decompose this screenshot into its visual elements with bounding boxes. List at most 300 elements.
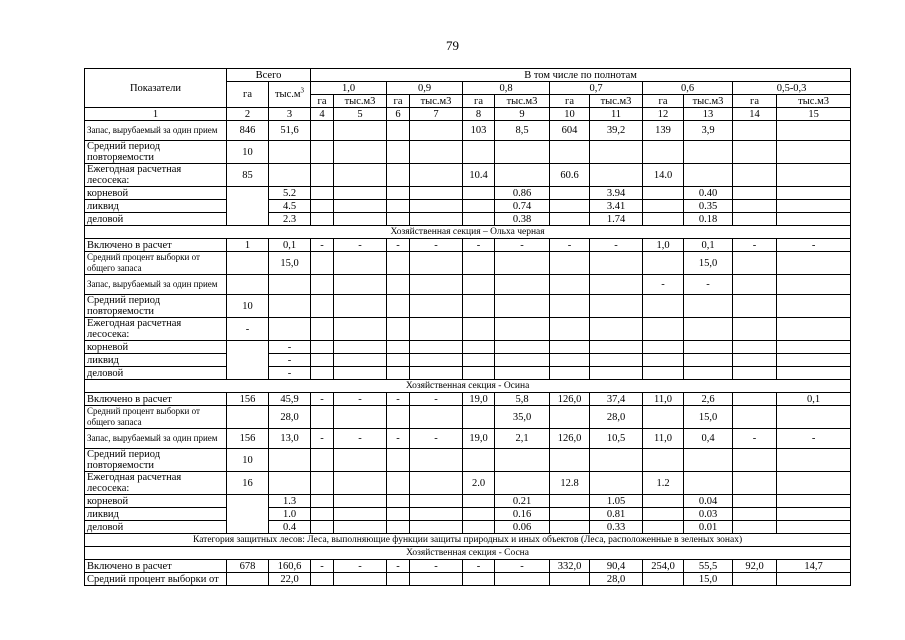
table-cell: [410, 275, 463, 295]
table-cell: -: [334, 393, 387, 406]
table-cell: [387, 275, 410, 295]
table-cell: [311, 187, 334, 200]
table-cell: [227, 406, 269, 429]
table-cell: [311, 573, 334, 586]
table-cell: -: [777, 239, 851, 252]
row-label: Средний период повторяемости: [85, 295, 227, 318]
table-cell: 3,9: [684, 121, 733, 141]
table-cell: [463, 187, 495, 200]
table-cell: 4.5: [269, 200, 311, 213]
table-cell: 51,6: [269, 121, 311, 141]
row-label: Включено в расчет: [85, 393, 227, 406]
table-cell: [311, 121, 334, 141]
table-cell: [495, 141, 550, 164]
table-cell: [311, 341, 334, 354]
table-cell: [311, 295, 334, 318]
table-cell: [387, 295, 410, 318]
table-cell: [733, 275, 777, 295]
table-cell: [387, 141, 410, 164]
section-row: [85, 380, 851, 393]
table-row: [85, 141, 851, 164]
table-cell: 10: [227, 295, 269, 318]
header-density: 0,8: [463, 82, 550, 95]
table-cell: [777, 508, 851, 521]
table-cell: [269, 164, 311, 187]
table-cell: [410, 141, 463, 164]
table-cell: [684, 354, 733, 367]
header-tm3: тыс.м3: [410, 95, 463, 108]
table-cell: [777, 141, 851, 164]
table-cell: 11,0: [643, 429, 684, 449]
table-cell: [733, 449, 777, 472]
table-cell: [777, 573, 851, 586]
section-title: Хозяйственная секция - Осина: [85, 380, 851, 393]
table-cell: 15,0: [684, 252, 733, 275]
table-row: [85, 521, 851, 534]
table-cell: [334, 341, 387, 354]
table-cell: [550, 495, 590, 508]
table-cell: -: [334, 429, 387, 449]
table-cell: [311, 449, 334, 472]
table-cell: [410, 295, 463, 318]
table-cell: 0.81: [590, 508, 643, 521]
row-label: Средний процент выборки от общего запаса: [85, 252, 227, 275]
table-cell: 126,0: [550, 429, 590, 449]
table-cell: [463, 495, 495, 508]
table-cell: [733, 472, 777, 495]
table-cell: [733, 252, 777, 275]
table-cell: -: [495, 560, 550, 573]
table-cell: 15,0: [684, 573, 733, 586]
table-cell: 3.94: [590, 187, 643, 200]
table-cell: [334, 295, 387, 318]
table-cell: [334, 213, 387, 226]
table-cell: [590, 341, 643, 354]
table-cell: [269, 275, 311, 295]
row-label: Ежегодная расчетная лесосека:: [85, 164, 227, 187]
table-cell: 16: [227, 472, 269, 495]
table-cell: [590, 141, 643, 164]
table-cell: 846: [227, 121, 269, 141]
table-cell: [269, 141, 311, 164]
column-number: 13: [684, 108, 733, 121]
header-ha: га: [387, 95, 410, 108]
header-density: 0,6: [643, 82, 733, 95]
table-cell: 0.40: [684, 187, 733, 200]
table-row: [85, 573, 851, 586]
table-cell: [334, 121, 387, 141]
table-cell: [777, 341, 851, 354]
table-cell: 1,0: [643, 239, 684, 252]
table-cell: [311, 472, 334, 495]
table-cell: [334, 508, 387, 521]
table-cell: -: [410, 239, 463, 252]
table-cell: 10,5: [590, 429, 643, 449]
table-cell: [387, 187, 410, 200]
table-cell: 678: [227, 560, 269, 573]
table-cell: [311, 406, 334, 429]
row-label: Включено в расчет: [85, 560, 227, 573]
table-cell: [387, 213, 410, 226]
table-row: [85, 560, 851, 573]
table-cell: [334, 187, 387, 200]
table-cell: [590, 449, 643, 472]
row-label: Средний период повторяемости: [85, 449, 227, 472]
table-cell: 0.03: [684, 508, 733, 521]
table-cell: -: [684, 275, 733, 295]
table-cell: [334, 318, 387, 341]
table-cell: [410, 200, 463, 213]
table-cell: [410, 573, 463, 586]
table-cell: [777, 295, 851, 318]
table-cell: [643, 449, 684, 472]
header-density: 0,9: [387, 82, 463, 95]
row-label: корневой: [85, 495, 227, 508]
table-cell: 0.33: [590, 521, 643, 534]
table-cell: [463, 341, 495, 354]
column-number: 6: [387, 108, 410, 121]
table-cell: [733, 354, 777, 367]
table-cell: [311, 200, 334, 213]
table-row: [85, 341, 851, 354]
table-cell: [410, 521, 463, 534]
table-cell: [410, 318, 463, 341]
table-cell: 0,1: [777, 393, 851, 406]
table-cell: [463, 213, 495, 226]
table-cell: [334, 200, 387, 213]
table-cell: 90,4: [590, 560, 643, 573]
header-row: [85, 69, 851, 82]
row-label: Средний процент выборки от: [85, 573, 227, 586]
table-cell: [387, 354, 410, 367]
table-cell: [410, 252, 463, 275]
table-cell: [550, 341, 590, 354]
table-cell: [463, 252, 495, 275]
table-row: [85, 495, 851, 508]
table-cell: [410, 354, 463, 367]
table-cell: 604: [550, 121, 590, 141]
table-cell: -: [269, 367, 311, 380]
table-cell: [733, 200, 777, 213]
table-cell: 156: [227, 393, 269, 406]
table-cell: -: [777, 429, 851, 449]
table-cell: [643, 341, 684, 354]
table-cell: [643, 495, 684, 508]
table-cell: [550, 275, 590, 295]
table-cell: [777, 200, 851, 213]
table-cell: 160,6: [269, 560, 311, 573]
table-cell: [410, 121, 463, 141]
table-cell: -: [410, 393, 463, 406]
column-number: 5: [334, 108, 387, 121]
table-cell: -: [463, 560, 495, 573]
section-row: [85, 547, 851, 560]
table-cell: [334, 449, 387, 472]
header-total: Всего: [227, 69, 311, 82]
table-cell: -: [733, 429, 777, 449]
table-cell: [590, 472, 643, 495]
table-cell: 12.8: [550, 472, 590, 495]
table-cell: -: [733, 239, 777, 252]
table-cell: 28,0: [269, 406, 311, 429]
header-density: 0,7: [550, 82, 643, 95]
table-cell: [463, 406, 495, 429]
section-row: [85, 534, 851, 547]
table-cell: [387, 367, 410, 380]
table-cell: [684, 141, 733, 164]
table-cell: [410, 472, 463, 495]
table-cell: [550, 213, 590, 226]
table-row: [85, 164, 851, 187]
table-cell: [410, 187, 463, 200]
section-title: Хозяйственная секция – Ольха черная: [85, 226, 851, 239]
table-cell: [311, 275, 334, 295]
table-cell: 10: [227, 449, 269, 472]
table-cell: [733, 121, 777, 141]
table-cell: 15,0: [684, 406, 733, 429]
table-cell: [495, 252, 550, 275]
table-cell: [387, 472, 410, 495]
table-cell: [733, 213, 777, 226]
table-cell: [777, 472, 851, 495]
table-cell: [410, 341, 463, 354]
table-cell: 28,0: [590, 406, 643, 429]
section-row: [85, 226, 851, 239]
table-cell: [684, 295, 733, 318]
table-cell: [590, 252, 643, 275]
table-cell: [495, 341, 550, 354]
page-number: 79: [446, 38, 459, 53]
column-number: 7: [410, 108, 463, 121]
table-cell: [777, 318, 851, 341]
table-cell: [495, 354, 550, 367]
table-cell: [387, 495, 410, 508]
table-cell: [227, 252, 269, 275]
table-cell: [269, 295, 311, 318]
table-cell: [463, 200, 495, 213]
table-cell: [643, 200, 684, 213]
table-cell: [495, 164, 550, 187]
table-cell: [733, 367, 777, 380]
table-row: [85, 295, 851, 318]
table-cell: 55,5: [684, 560, 733, 573]
table-cell: [495, 472, 550, 495]
table-cell: [311, 141, 334, 164]
table-cell: 1.3: [269, 495, 311, 508]
table-cell: 332,0: [550, 560, 590, 573]
table-cell: [334, 354, 387, 367]
table-cell: [334, 164, 387, 187]
header-including: В том числе по полнотам: [311, 69, 851, 82]
table-cell: [387, 341, 410, 354]
table-row: [85, 429, 851, 449]
header-ha: га: [643, 95, 684, 108]
table-cell: [590, 318, 643, 341]
table-cell: [334, 141, 387, 164]
section-title: Категория защитных лесов: Леса, выполняющие функции защиты природных и иных объектов (Леса, расположенные в зеленых зонах): [85, 534, 851, 547]
table-cell: 5,8: [495, 393, 550, 406]
table-cell: 1.74: [590, 213, 643, 226]
table-cell: 2.3: [269, 213, 311, 226]
table-row: [85, 508, 851, 521]
table-cell: 2,6: [684, 393, 733, 406]
merged-cell: [227, 341, 269, 380]
table-cell: -: [334, 560, 387, 573]
table-cell: [410, 508, 463, 521]
row-label: деловой: [85, 367, 227, 380]
table-cell: [311, 252, 334, 275]
row-label: Запас, вырубаемый за один прием: [85, 121, 227, 141]
table-cell: 1.2: [643, 472, 684, 495]
table-cell: [777, 367, 851, 380]
table-cell: [777, 406, 851, 429]
table-cell: -: [387, 560, 410, 573]
table-cell: [495, 449, 550, 472]
table-cell: [590, 367, 643, 380]
table-cell: [590, 295, 643, 318]
table-cell: [410, 495, 463, 508]
table-cell: [777, 354, 851, 367]
row-label: корневой: [85, 187, 227, 200]
header-tm3: тыс.м3: [777, 95, 851, 108]
table-cell: [684, 449, 733, 472]
table-cell: [643, 187, 684, 200]
table-cell: [550, 406, 590, 429]
column-numbers-row: [85, 108, 851, 121]
table-cell: [463, 275, 495, 295]
row-label: ликвид: [85, 508, 227, 521]
table-cell: [550, 200, 590, 213]
table-cell: -: [269, 354, 311, 367]
table-cell: -: [311, 429, 334, 449]
table-row: [85, 200, 851, 213]
header-ha: га: [550, 95, 590, 108]
table-cell: [463, 295, 495, 318]
table-cell: [550, 252, 590, 275]
table-row: [85, 275, 851, 295]
table-cell: [643, 521, 684, 534]
table-cell: [410, 213, 463, 226]
table-cell: 0.86: [495, 187, 550, 200]
table-row: [85, 406, 851, 429]
table-cell: [777, 187, 851, 200]
table-cell: 0.06: [495, 521, 550, 534]
table-cell: [777, 252, 851, 275]
table-cell: [463, 521, 495, 534]
table-cell: 0.18: [684, 213, 733, 226]
table-cell: 0.74: [495, 200, 550, 213]
table-cell: [777, 164, 851, 187]
table-cell: 13,0: [269, 429, 311, 449]
table-cell: 139: [643, 121, 684, 141]
table-cell: [684, 472, 733, 495]
table-cell: [550, 449, 590, 472]
table-cell: [733, 341, 777, 354]
table-cell: [227, 573, 269, 586]
table-cell: [410, 406, 463, 429]
table-cell: 0.21: [495, 495, 550, 508]
table-cell: 103: [463, 121, 495, 141]
table-cell: [733, 393, 777, 406]
row-label: Средний процент выборки от общего запаса: [85, 406, 227, 429]
table-cell: [463, 508, 495, 521]
table-row: [85, 367, 851, 380]
table-cell: [590, 164, 643, 187]
table-cell: -: [269, 341, 311, 354]
table-cell: [463, 318, 495, 341]
table-cell: [733, 164, 777, 187]
row-label: Ежегодная расчетная лесосека:: [85, 318, 227, 341]
column-number: 4: [311, 108, 334, 121]
table-row: [85, 472, 851, 495]
table-cell: 10: [227, 141, 269, 164]
table-cell: [643, 252, 684, 275]
table-row: [85, 354, 851, 367]
table-cell: [463, 573, 495, 586]
table-cell: 15,0: [269, 252, 311, 275]
table-cell: [311, 318, 334, 341]
table-cell: [643, 213, 684, 226]
table-cell: [334, 573, 387, 586]
table-cell: [733, 318, 777, 341]
column-number: 3: [269, 108, 311, 121]
header-ha: га: [463, 95, 495, 108]
column-number: 8: [463, 108, 495, 121]
header-ha: га: [311, 95, 334, 108]
table-cell: -: [387, 239, 410, 252]
unit-superscript: 3: [300, 86, 305, 95]
table-cell: [733, 508, 777, 521]
column-number: 1: [85, 108, 227, 121]
table-cell: [387, 573, 410, 586]
table-cell: -: [590, 239, 643, 252]
column-number: 9: [495, 108, 550, 121]
row-label: Включено в расчет: [85, 239, 227, 252]
table-cell: [387, 508, 410, 521]
table-cell: 0,1: [684, 239, 733, 252]
table-cell: [410, 367, 463, 380]
table-cell: 28,0: [590, 573, 643, 586]
table-cell: -: [643, 275, 684, 295]
table-cell: [387, 252, 410, 275]
table-cell: [227, 275, 269, 295]
table-cell: [777, 495, 851, 508]
table-cell: [463, 354, 495, 367]
row-label: ликвид: [85, 354, 227, 367]
unit-text: тыс.м: [274, 89, 301, 100]
table-cell: [777, 213, 851, 226]
table-cell: [311, 495, 334, 508]
table-cell: [334, 406, 387, 429]
table-cell: [387, 121, 410, 141]
table-cell: 35,0: [495, 406, 550, 429]
table-cell: [495, 275, 550, 295]
table-cell: [550, 295, 590, 318]
row-label: деловой: [85, 213, 227, 226]
table-cell: [643, 295, 684, 318]
table-cell: [387, 318, 410, 341]
table-row: [85, 213, 851, 226]
table-cell: [387, 521, 410, 534]
table-cell: [550, 187, 590, 200]
table-cell: [269, 449, 311, 472]
table-cell: -: [334, 239, 387, 252]
table-cell: 156: [227, 429, 269, 449]
row-label: корневой: [85, 341, 227, 354]
section-title: Хозяйственная секция - Сосна: [85, 547, 851, 560]
row-label: Запас, вырубаемый за один прием: [85, 429, 227, 449]
table-cell: [334, 275, 387, 295]
